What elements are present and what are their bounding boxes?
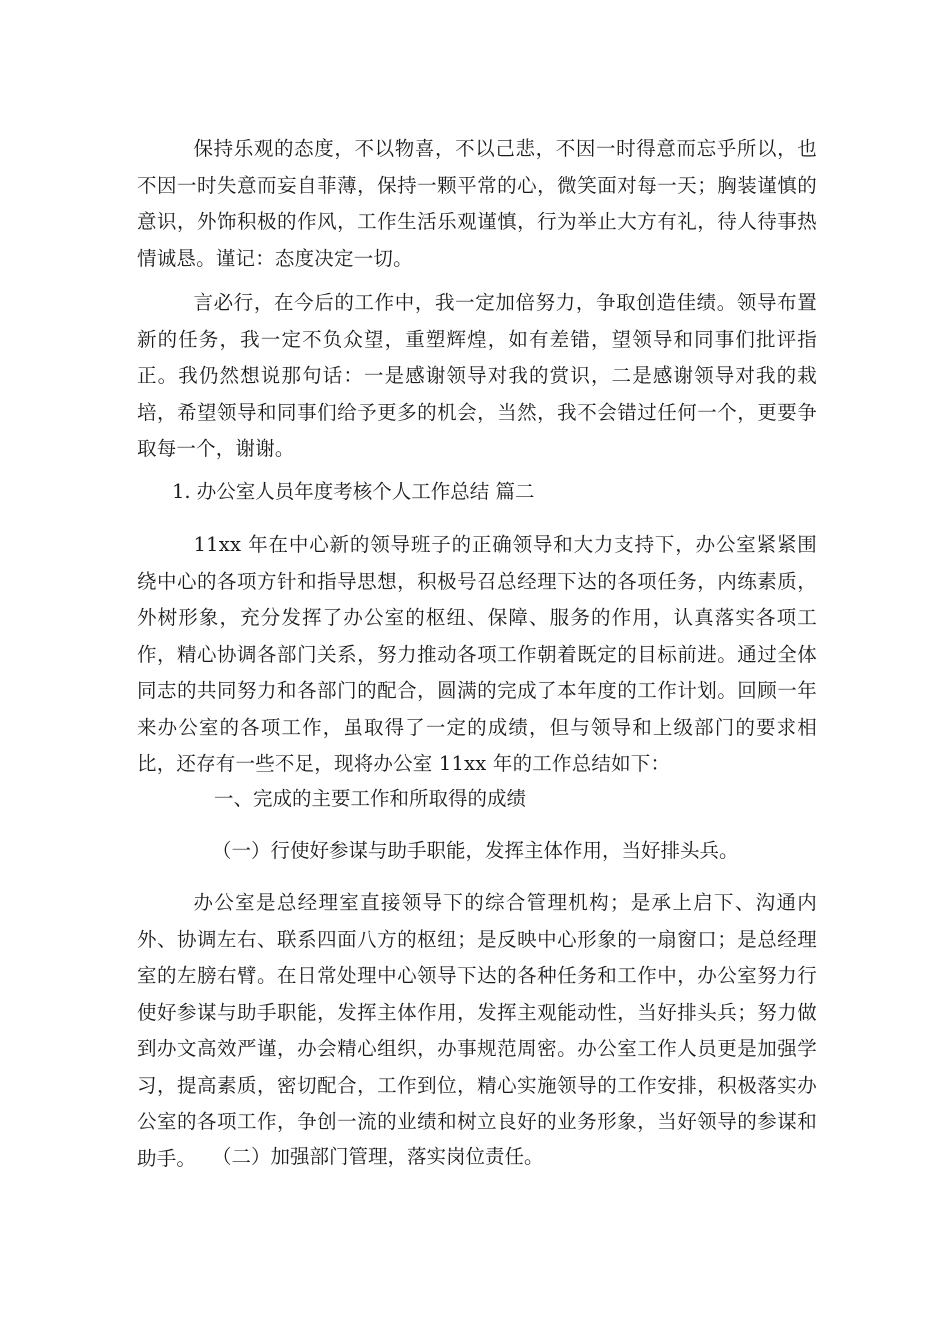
paragraph-office-role: 办公室是总经理室直接领导下的综合管理机构；是承上启下、沟通内外、协调左右、联系四面八方的枢纽；是反映中心形象的一扇窗口；是总经理室的左膀右臂。在日常处理中心领导下达的各种任务和工作中，办公室努力行使好参谋与助手职能，发挥主体作用，发挥主观能动性，当好排头兵；努力做到办文高效严谨，办会精心组织，办事规范周密。办公室工作人员更是加强学习，提高素质，密切配合，工作到位，精心实施领导的工作安排，积极落实办公室的各项工作，争创一流的业绩和树立良好的业务形象，当好领导的参谋和助手。: [137, 891, 817, 1170]
heading-main-work: 一、完成的主要工作和所取得的成绩: [214, 787, 527, 810]
section-title: 1. 办公室人员年度考核个人工作总结 篇二: [172, 480, 535, 503]
paragraph-intro: 11xx 年在中心新的领导班子的正确领导和大力支持下，办公室紧紧围绕中心的各项方针和指导思想，积极号召总经理下达的各项任务，内练素质，外树形象，充分发挥了办公室的枢纽、保障、服务的作用，认真落实各项工作，精心协调各部门关系，努力推动各项工作朝着既定的目标前进。通过全体同志的共同努力和各部门的配合，圆满的完成了本年度的工作计划。回顾一年来办公室的各项工作，虽取得了一定的成绩，但与领导和上级部门的要求相比，还存有一些不足，现将办公室 11xx 年的工作总结如下：: [137, 533, 817, 775]
subheading-advisor-role: （一）行使好参谋与助手职能，发挥主体作用，当好排头兵。: [212, 839, 739, 862]
paragraph-attitude: 保持乐观的态度，不以物喜，不以己悲，不因一时得意而忘乎所以，也不因一时失意而妄自菲薄，保持一颗平常的心，微笑面对每一天；胸装谨慎的意识，外饰积极的作风，工作生活乐观谨慎，行为举止大方有礼，待人待事热情诚恳。谨记：态度决定一切。: [137, 137, 817, 270]
subheading-department-management: （二）加强部门管理，落实岗位责任。: [212, 1145, 544, 1168]
paragraph-commitment: 言必行，在今后的工作中，我一定加倍努力，争取创造佳绩。领导布置新的任务，我一定不负众望，重塑辉煌，如有差错，望领导和同事们批评指正。我仍然想说那句话：一是感谢领导对我的赏识，二是感谢领导对我的栽培，希望领导和同事们给予更多的机会，当然，我不会错过任何一个，更要争取每一个，谢谢。: [137, 291, 817, 460]
